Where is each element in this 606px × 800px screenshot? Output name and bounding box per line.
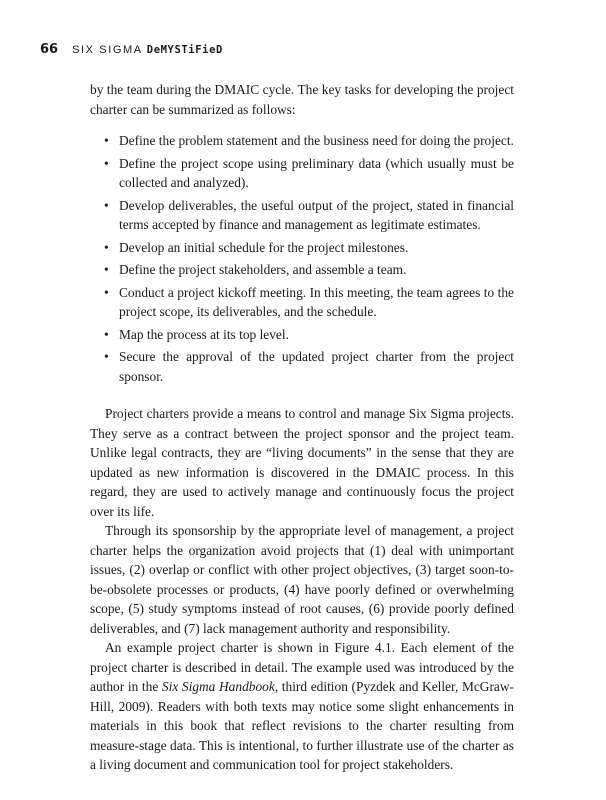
list-item — [90, 347, 514, 386]
list-item — [90, 260, 514, 280]
bullet-icon: • — [104, 239, 109, 255]
paragraph-example-charter — [90, 638, 514, 775]
running-head — [40, 42, 223, 57]
book-title-suffix: DeMYSTiFieD — [146, 44, 223, 56]
bullet-icon: • — [104, 284, 109, 300]
paragraph-example-before: An example project charter is shown in Figure 4.1. Each element of the project charter is described in detail. The example used was introduced by the author in the — [90, 640, 514, 694]
bullet-icon: • — [104, 133, 109, 148]
bullet-icon: • — [104, 326, 109, 342]
list-item-text: Conduct a project kickoff meeting. In this meeting, the team agrees to the project scope, its deliverables, and the schedule. — [119, 284, 514, 319]
bullet-icon: • — [104, 155, 109, 171]
list-item-text: Develop an initial schedule for the project milestones. — [119, 239, 409, 255]
handbook-title: Six Sigma Handbook — [161, 679, 275, 694]
bullet-icon: • — [104, 349, 109, 364]
task-list — [90, 131, 514, 386]
list-item-text: Secure the approval of the updated project charter from the project sponsor. — [119, 349, 514, 384]
paragraph-example-after: , third edition (Pyzdek and Keller, McGraw-Hill, 2009). Readers with both texts may notice some slight enhancements in materials in this book that reflect revisions to the charter resulting from measure-stage data. This is intentional, to further illustrate use of the charter as a living document and communication tool for project stakeholders. — [90, 679, 514, 772]
list-item — [90, 196, 514, 235]
page-number: 66 — [40, 42, 59, 57]
list-item-text: Define the problem statement and the business need for doing the project. — [119, 133, 514, 148]
paragraph-sponsorship: Through its sponsorship by the appropriate level of management, a project charter helps the organization avoid projects that (1) deal with unimportant issues, (2) overlap or conflict with other project objectives, (3) target soon-to-be-obsolete processes or products, (4) have poorly defined or overwhelming scope, (5) study symptoms instead of root causes, (6) provide poorly defined deliverables, and (7) lack management authority and responsibility. — [90, 523, 514, 636]
list-item — [90, 131, 514, 151]
bullet-icon: • — [104, 197, 109, 213]
book-title-prefix: SIX SIGMA — [72, 44, 143, 56]
intro-paragraph: by the team during the DMAIC cycle. The key tasks for developing the project charter can be summarized as follows: — [90, 82, 514, 117]
list-item-text: Map the process at its top level. — [119, 326, 289, 342]
list-item-text: Define the project stakeholders, and assemble a team. — [119, 262, 407, 277]
list-item — [90, 238, 514, 258]
list-item-text: Define the project scope using preliminary data (which usually must be collected and analyzed). — [119, 155, 514, 190]
bullet-icon: • — [104, 262, 109, 277]
list-item — [90, 154, 514, 193]
body-text — [90, 80, 514, 775]
list-item — [90, 325, 514, 345]
list-item — [90, 283, 514, 322]
book-title — [72, 44, 223, 56]
list-item-text: Develop deliverables, the useful output of the project, stated in financial terms accepted by finance and management as legitimate estimates. — [119, 197, 514, 232]
paragraph-charters-purpose: Project charters provide a means to control and manage Six Sigma projects. They serve as a contract between the project sponsor and the project team. Unlike legal contracts, they are “living documents” in the sense that they are updated as new information is discovered in the DMAIC process. In this regard, they are used to actively manage and continuously focus the project over its life. — [90, 406, 514, 519]
